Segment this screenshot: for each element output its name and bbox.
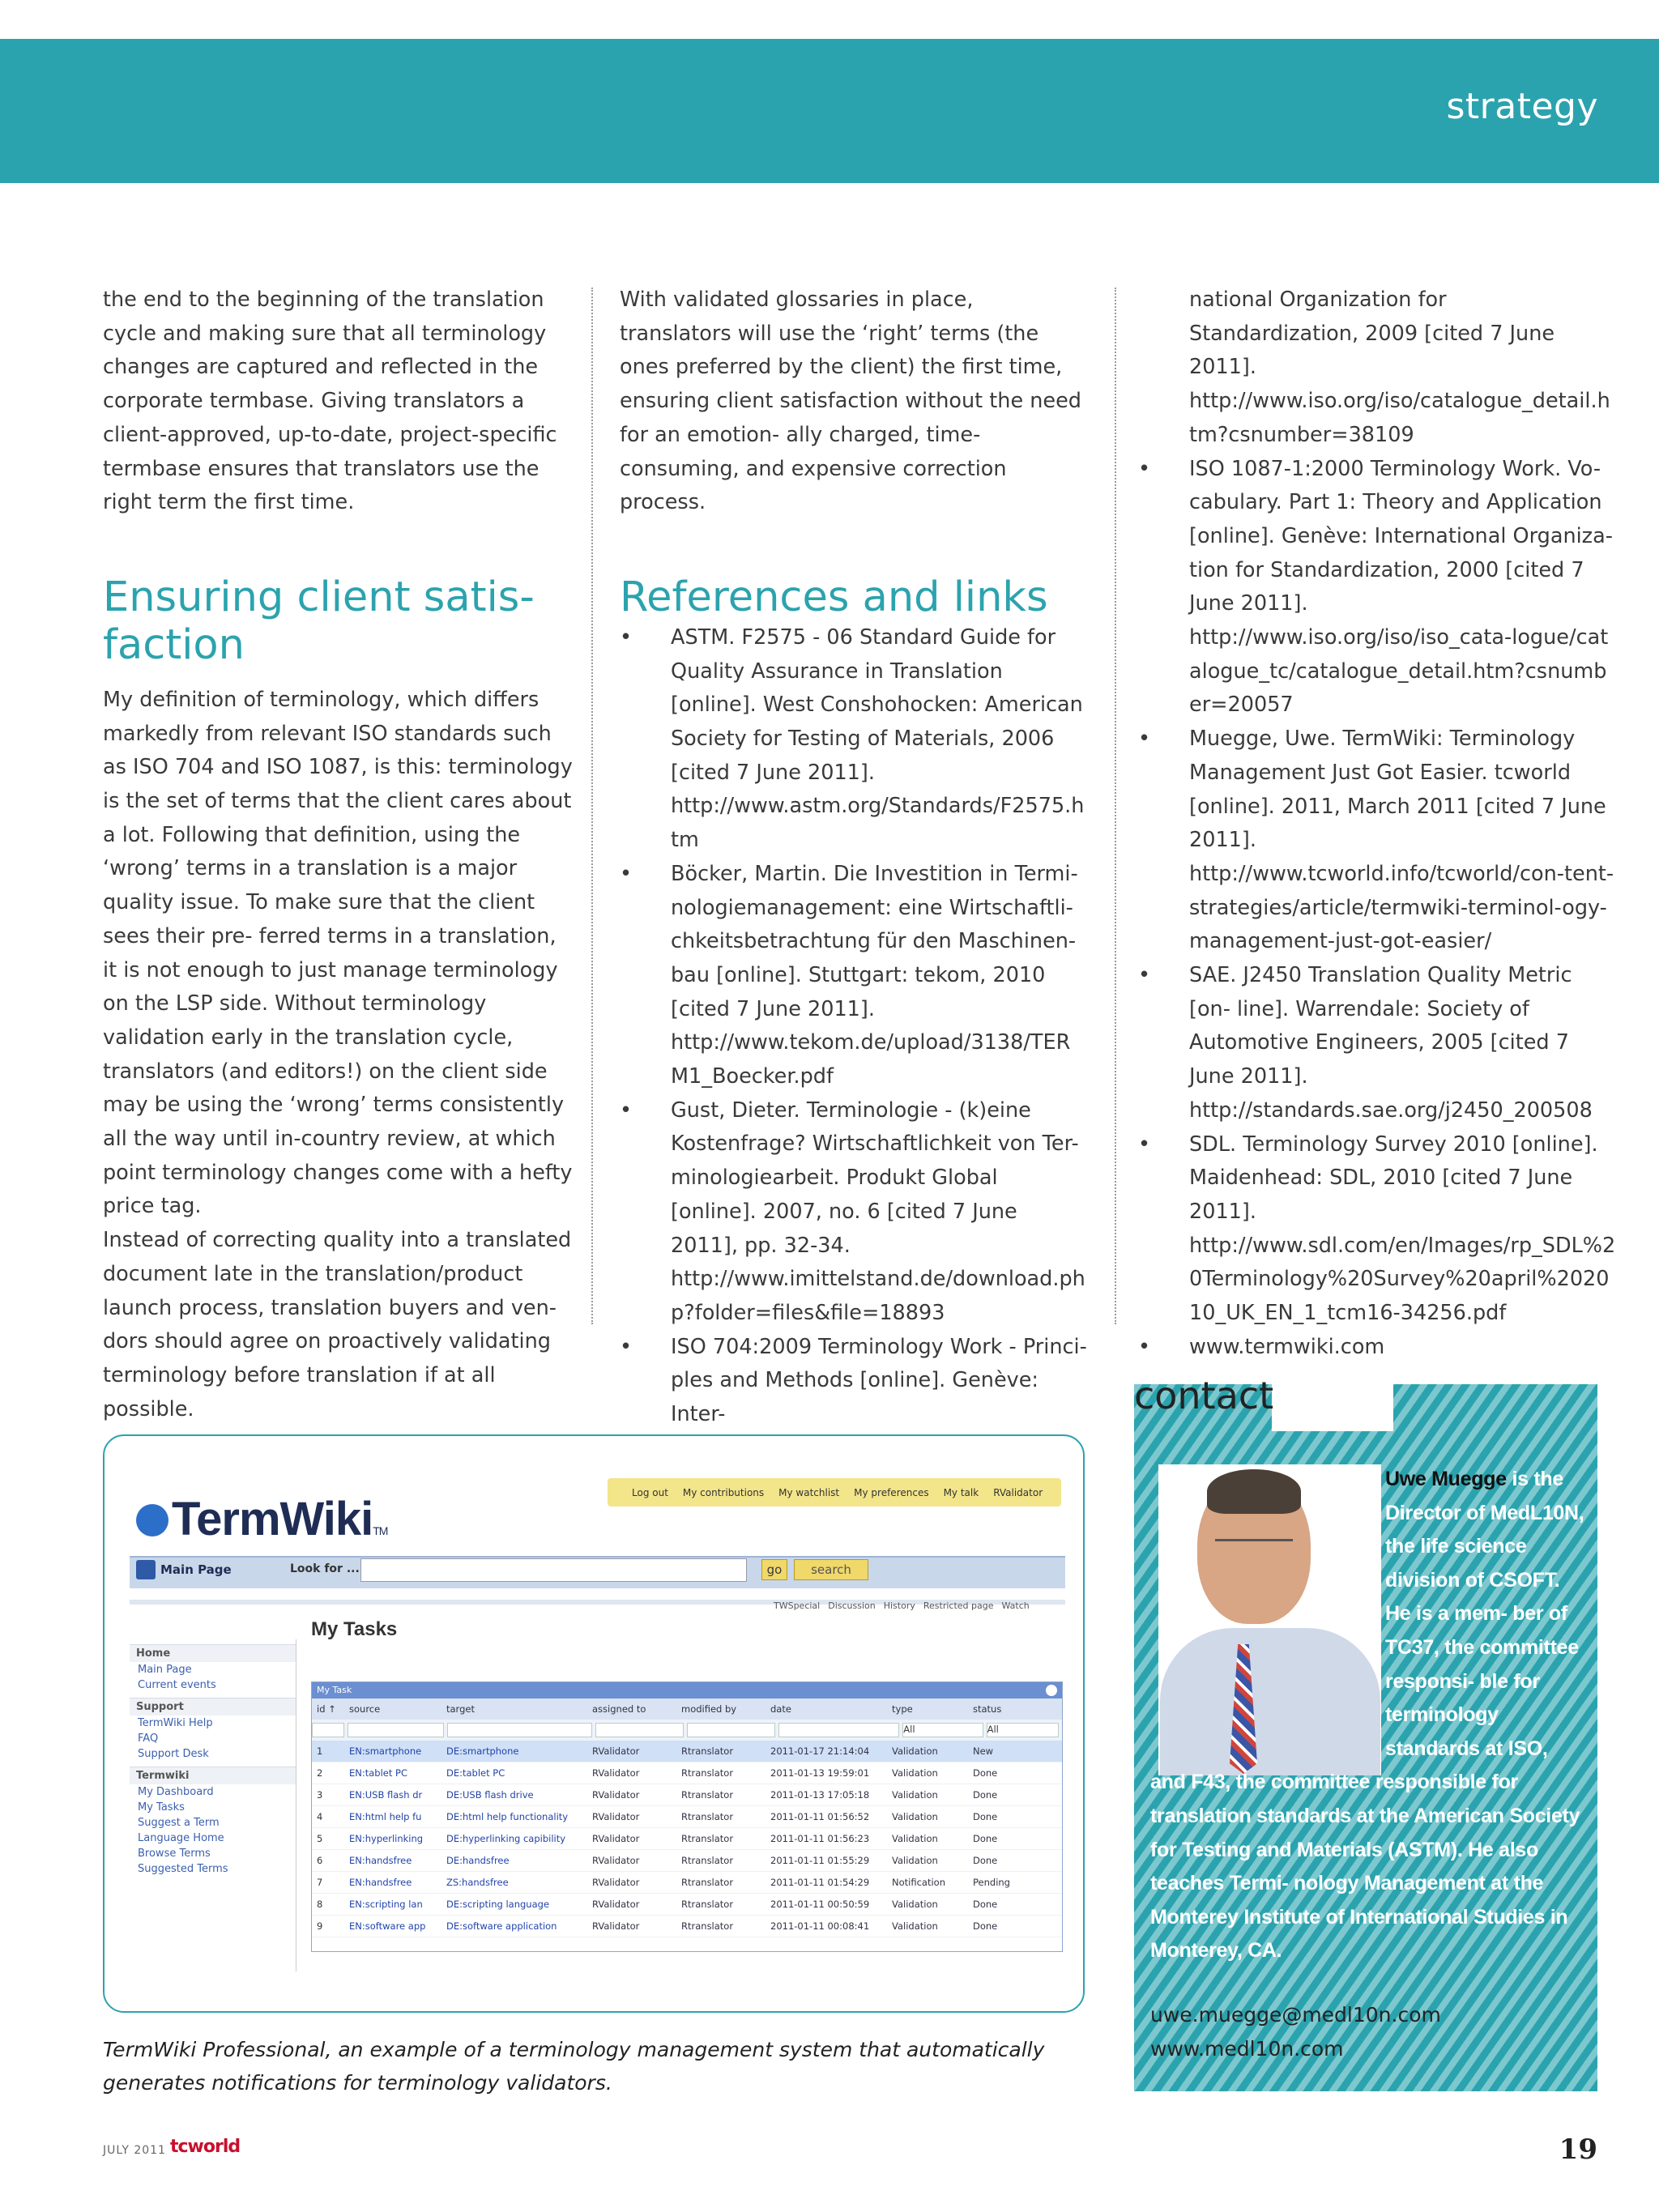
reference-list-2: [1138, 283, 1616, 1365]
my-talk-link[interactable]: My talk: [943, 1486, 979, 1498]
reference-text: national Organization for Standardization, 2009 [cited 7 June 2011].: [1189, 288, 1555, 380]
cell-source[interactable]: EN:html help fu: [349, 1811, 422, 1822]
table-row[interactable]: [312, 1762, 1062, 1784]
search-button[interactable]: search: [794, 1559, 868, 1580]
table-row[interactable]: [312, 1828, 1062, 1850]
cell-id: 3: [317, 1789, 323, 1801]
my-watchlist-link[interactable]: My watchlist: [778, 1486, 840, 1498]
table-row[interactable]: [312, 1916, 1062, 1937]
reference-continuation: [1138, 283, 1616, 453]
filter-assigned-to[interactable]: [595, 1723, 684, 1737]
column-3: [1138, 283, 1616, 1365]
table-row[interactable]: [312, 1894, 1062, 1916]
cell-modified-by: Rtranslator: [681, 1899, 734, 1910]
grid-body: [312, 1741, 1062, 1937]
col2-paragraph-1: With validated glossaries in place, translators will use the ‘right’ terms (the ones preferred by the client) the first time, ensuring client satisfaction without the need for an emotion- ally charged, time-consuming, and expensive correction process.: [620, 288, 1081, 515]
reference-item: [620, 858, 1088, 1094]
sidebar-item-main-page[interactable]: Main Page: [138, 1664, 192, 1676]
column-header-target[interactable]: target: [446, 1703, 475, 1715]
tab-watch[interactable]: Watch: [1001, 1600, 1030, 1611]
contact-heading-backdrop: [1272, 1384, 1393, 1431]
cell-modified-by: Rtranslator: [681, 1811, 734, 1822]
sidebar: [130, 1639, 296, 1971]
go-button[interactable]: go: [761, 1559, 787, 1580]
photo-spacer: [1150, 1463, 1385, 1766]
grid-filter-row: [312, 1720, 1062, 1741]
reference-item: [620, 1331, 1088, 1432]
cell-source[interactable]: EN:handsfree: [349, 1877, 412, 1888]
reference-item: [620, 1094, 1088, 1331]
collapse-icon[interactable]: [1046, 1685, 1057, 1696]
cell-type: Validation: [892, 1833, 938, 1844]
sidebar-item-suggest-term[interactable]: Suggest a Term: [138, 1817, 220, 1829]
filter-status-select[interactable]: All: [987, 1723, 1059, 1737]
termwiki-logo: [136, 1492, 387, 1546]
cell-status: Done: [973, 1833, 998, 1844]
reference-item: [1138, 1331, 1616, 1365]
cell-assigned-to: RValidator: [592, 1833, 640, 1844]
cell-type: Validation: [892, 1789, 938, 1801]
website-link[interactable]: www.medl10n.com: [1150, 2037, 1344, 2061]
reference-text: ISO 704:2009 Terminology Work - Princi- ples and Methods [online]. Genève: Inter-: [671, 1334, 1087, 1427]
page-number: 19: [1559, 2133, 1597, 2166]
column-divider-2: [1115, 288, 1116, 1324]
reference-link[interactable]: http://www.tcworld.info/tcworld/con-tent-strategies/article/termwiki-terminol-ogy-management-just-got-easier/: [1189, 861, 1614, 954]
reference-item: [1138, 1128, 1616, 1331]
reference-text: SAE. J2450 Translation Quality Metric [on- line]. Warrendale: Society of Automotive Engineers, 2005 [cited 7 June 2011].: [1189, 963, 1572, 1089]
reference-list-1: [620, 621, 1088, 1432]
tab-history[interactable]: History: [883, 1600, 915, 1611]
col1-paragraph-2: My definition of terminology, which differs markedly from relevant ISO standards such as ISO 704 and ISO 1087, is this: terminology is the set of terms that the client cares about a lot. Following that definition, using the ‘wrong’ terms in a translation is a major quality issue. To make sure that the client sees their pre- ferred terms in a translation, it is not enough to just manage terminology on the LSP side. Without terminology validation early in the translation cycle, translators (and editors!) on the client side may be using the ‘wrong’ terms consistently all the way until in-country review, at which point terminology changes come with a hefty price tag.: [103, 687, 573, 1219]
column-divider-1: [591, 288, 593, 1324]
column-header-id[interactable]: id ↑: [317, 1703, 336, 1715]
contact-heading: contact: [1134, 1374, 1274, 1417]
cell-status: Done: [973, 1811, 998, 1822]
cell-id: 7: [317, 1877, 323, 1888]
grid-header-row: [312, 1698, 1062, 1720]
cell-type: Validation: [892, 1745, 938, 1757]
cell-source[interactable]: EN:handsfree: [349, 1855, 412, 1866]
sidebar-item-browse-terms[interactable]: Browse Terms: [138, 1848, 211, 1860]
cell-assigned-to: RValidator: [592, 1745, 640, 1757]
cell-id: 1: [317, 1745, 323, 1757]
column-header-date[interactable]: date: [770, 1703, 791, 1715]
reference-link[interactable]: www.termwiki.com: [1189, 1334, 1385, 1359]
bullet-icon: •: [1138, 727, 1151, 752]
cell-assigned-to: RValidator: [592, 1767, 640, 1779]
my-preferences-link[interactable]: My preferences: [854, 1486, 929, 1498]
cell-source[interactable]: EN:tablet PC: [349, 1767, 407, 1779]
cell-assigned-to: RValidator: [592, 1920, 640, 1932]
cell-date: 2011-01-17 21:14:04: [770, 1745, 870, 1757]
logo-trademark: TM: [373, 1524, 388, 1537]
header-band: [0, 39, 1659, 183]
column-header-source[interactable]: source: [349, 1703, 381, 1715]
heading-ensuring-client-satisfaction: Ensuring client satis- faction: [103, 573, 535, 669]
home-icon[interactable]: [136, 1560, 156, 1579]
cell-modified-by: Rtranslator: [681, 1745, 734, 1757]
issue-date: JULY 2011: [103, 2144, 166, 2157]
tab-discussion[interactable]: Discussion: [828, 1600, 876, 1611]
logo-text: TermWiki: [172, 1493, 373, 1545]
filter-source[interactable]: [348, 1723, 444, 1737]
cell-status: New: [973, 1745, 994, 1757]
cell-source[interactable]: EN:scripting lan: [349, 1899, 423, 1910]
reference-item: [620, 621, 1088, 858]
reference-link[interactable]: http://www.iso.org/iso/iso_cata-logue/catalogue_tc/catalogue_detail.htm?csnumber=20057: [1189, 625, 1609, 718]
cell-modified-by: Rtranslator: [681, 1855, 734, 1866]
reference-link[interactable]: http://www.astm.org/Standards/F2575.htm: [671, 794, 1085, 853]
cell-id: 8: [317, 1899, 323, 1910]
column-header-assigned-to[interactable]: assigned to: [592, 1703, 646, 1715]
cell-source[interactable]: EN:smartphone: [349, 1745, 422, 1757]
user-links-bar: [608, 1478, 1061, 1507]
heading-references-and-links: References and links: [620, 573, 1048, 621]
reference-link[interactable]: http://www.imittelstand.de/download.php?folder=files&file=18893: [671, 1267, 1085, 1325]
cell-date: 2011-01-11 00:50:59: [770, 1899, 870, 1910]
sidebar-item-my-dashboard[interactable]: My Dashboard: [138, 1786, 214, 1798]
author-name: Uwe Muegge: [1385, 1468, 1507, 1490]
cell-type: Validation: [892, 1767, 938, 1779]
bullet-icon: •: [1138, 1334, 1151, 1359]
col1-paragraph-3: Instead of correcting quality into a translated document late in the translation/product launch process, translation buyers and ven- dors should agree on proactively validating terminology before translation if at all possible.: [103, 1228, 572, 1421]
bullet-icon: •: [1138, 1132, 1151, 1157]
cell-target[interactable]: DE:scripting language: [446, 1899, 550, 1910]
logout-link[interactable]: Log out: [632, 1486, 668, 1498]
column-header-type[interactable]: type: [892, 1703, 913, 1715]
reference-text: ISO 1087-1:2000 Terminology Work. Vo- cabulary. Part 1: Theory and Application [online]. Genève: International Organiza- tion for Standardization, 2000 [cited 7 June 2011].: [1189, 456, 1613, 616]
reference-text: Böcker, Martin. Die Investition in Termi- nologiemanagement: eine Wirtschaftli- chkeitsbetrachtung für den Maschinen- bau [online]. Stuttgart: tekom, 2010 [cited 7 June 2011].: [671, 861, 1078, 1021]
cell-target[interactable]: DE:USB flash drive: [446, 1789, 534, 1801]
cell-modified-by: Rtranslator: [681, 1833, 734, 1844]
table-row[interactable]: [312, 1872, 1062, 1894]
reference-link[interactable]: http://www.iso.org/iso/catalogue_detail.htm?csnumber=38109: [1189, 389, 1610, 447]
reference-link[interactable]: http://www.tekom.de/upload/3138/TERM1_Boecker.pdf: [671, 1030, 1071, 1089]
page-tabs: [774, 1600, 1030, 1611]
cell-date: 2011-01-11 01:55:29: [770, 1855, 870, 1866]
cell-date: 2011-01-13 19:59:01: [770, 1767, 870, 1779]
cell-assigned-to: RValidator: [592, 1855, 640, 1866]
page-title: My Tasks: [311, 1618, 398, 1640]
cell-type: Validation: [892, 1899, 938, 1910]
figure-caption: TermWiki Professional, an example of a terminology management system that automatically generates notifications for terminology validators.: [103, 2038, 1045, 2095]
cell-type: Notification: [892, 1877, 945, 1888]
column-header-modified-by[interactable]: modified by: [681, 1703, 737, 1715]
look-for-label: Look for ...: [290, 1562, 360, 1575]
reference-item: [1138, 453, 1616, 723]
cell-target[interactable]: DE:hyperlinking capibility: [446, 1833, 566, 1844]
cell-modified-by: Rtranslator: [681, 1789, 734, 1801]
sidebar-header-termwiki: Termwiki: [130, 1767, 296, 1784]
author-bio-text: is the Director of MedL10N, the life science division of CSOFT. He is a mem- ber of TC37, the committee responsi- ble for terminology standards at ISO, and F43, the committee responsible for translation standards at the American Society for Testing and Materials (ASTM). He also teaches Termi- nology Management at the Monterey Institute of International Studies in Monterey, CA.: [1150, 1468, 1584, 1963]
grid-title-bar: [312, 1682, 1062, 1698]
reference-link[interactable]: http://www.sdl.com/en/Images/rp_SDL%20Terminology%20Survey%20april%202010_UK_EN_1_tcm16-34256.pdf: [1189, 1233, 1616, 1326]
sidebar-item-language-home[interactable]: Language Home: [138, 1832, 224, 1844]
cell-assigned-to: RValidator: [592, 1877, 640, 1888]
grid-title: My Task: [317, 1685, 352, 1695]
filter-type-select[interactable]: All: [902, 1723, 983, 1737]
reference-item: [1138, 722, 1616, 959]
cell-type: Validation: [892, 1855, 938, 1866]
cell-type: Validation: [892, 1920, 938, 1932]
user-name-link[interactable]: RValidator: [993, 1486, 1043, 1498]
sidebar-item-suggested-terms[interactable]: Suggested Terms: [138, 1863, 228, 1875]
bullet-icon: •: [620, 1097, 633, 1123]
magazine-logo: tcworld: [170, 2137, 241, 2157]
sidebar-item-faq[interactable]: FAQ: [138, 1733, 159, 1745]
cell-source[interactable]: EN:hyperlinking: [349, 1833, 424, 1844]
email-link[interactable]: uwe.muegge@medl10n.com: [1150, 2003, 1441, 2027]
table-row[interactable]: [312, 1784, 1062, 1806]
cell-id: 2: [317, 1767, 323, 1779]
tab-restricted-page[interactable]: Restricted page: [923, 1600, 994, 1611]
cell-id: 4: [317, 1811, 323, 1822]
cell-date: 2011-01-11 01:54:29: [770, 1877, 870, 1888]
main-page-link[interactable]: Main Page: [160, 1562, 232, 1577]
bullet-icon: •: [1138, 963, 1151, 988]
cell-date: 2011-01-11 00:08:41: [770, 1920, 870, 1932]
cell-date: 2011-01-11 01:56:52: [770, 1811, 870, 1822]
bullet-icon: •: [620, 624, 633, 650]
logo-globe-icon: [136, 1504, 168, 1536]
cell-target[interactable]: ZS:handsfree: [446, 1877, 509, 1888]
sidebar-item-help[interactable]: TermWiki Help: [138, 1717, 213, 1729]
author-bio: [1150, 1463, 1588, 1968]
cell-source[interactable]: EN:software app: [349, 1920, 426, 1932]
cell-assigned-to: RValidator: [592, 1811, 640, 1822]
cell-status: Pending: [973, 1877, 1010, 1888]
cell-source[interactable]: EN:USB flash dr: [349, 1789, 423, 1801]
table-row[interactable]: [312, 1806, 1062, 1828]
my-contributions-link[interactable]: My contributions: [682, 1486, 765, 1498]
cell-assigned-to: RValidator: [592, 1899, 640, 1910]
sidebar-item-my-tasks[interactable]: My Tasks: [138, 1801, 185, 1813]
cell-status: Done: [973, 1920, 998, 1932]
cell-target[interactable]: DE:handsfree: [446, 1855, 510, 1866]
bullet-icon: •: [620, 1334, 633, 1359]
cell-status: Done: [973, 1855, 998, 1866]
column-header-status[interactable]: status: [973, 1703, 1002, 1715]
sidebar-item-support-desk[interactable]: Support Desk: [138, 1748, 209, 1760]
cell-target[interactable]: DE:smartphone: [446, 1745, 519, 1757]
table-row[interactable]: [312, 1850, 1062, 1872]
cell-type: Validation: [892, 1811, 938, 1822]
filter-modified-by[interactable]: [687, 1723, 775, 1737]
reference-text: Muegge, Uwe. TermWiki: Terminology Management Just Got Easier. tcworld [online]. 2011, March 2011 [cited 7 June 2011].: [1189, 727, 1606, 853]
cell-assigned-to: RValidator: [592, 1789, 640, 1801]
cell-status: Done: [973, 1767, 998, 1779]
sidebar-item-current-events[interactable]: Current events: [138, 1679, 216, 1691]
task-grid: [311, 1681, 1063, 1952]
col1-paragraph-1: the end to the beginning of the translation cycle and making sure that all terminology changes are captured and reflected in the corporate termbase. Giving translators a client-approved, up-to-date, project-specific termbase ensures that translators use the right term the first time.: [103, 288, 557, 515]
bullet-icon: •: [1138, 456, 1151, 481]
filter-date[interactable]: [778, 1723, 899, 1737]
section-title: strategy: [1446, 86, 1598, 127]
table-row[interactable]: [312, 1741, 1062, 1762]
cell-modified-by: Rtranslator: [681, 1877, 734, 1888]
cell-id: 9: [317, 1920, 323, 1932]
contact-links: [1150, 1998, 1441, 2066]
search-input[interactable]: [360, 1558, 747, 1582]
reference-text: Gust, Dieter. Terminologie - (k)eine Kostenfrage? Wirtschaftlichkeit von Ter- minologiearbeit. Produkt Global [online]. 2007, no. 6 [cited 7 June 2011], pp. 32-34.: [671, 1097, 1079, 1258]
reference-item: [1138, 959, 1616, 1128]
cell-status: Done: [973, 1899, 998, 1910]
reference-text: SDL. Terminology Survey 2010 [online]. Maidenhead: SDL, 2010 [cited 7 June 2011].: [1189, 1132, 1598, 1224]
cell-modified-by: Rtranslator: [681, 1920, 734, 1932]
tab-twspecial[interactable]: TWSpecial: [774, 1600, 821, 1611]
cell-target[interactable]: DE:software application: [446, 1920, 557, 1932]
cell-target[interactable]: DE:html help functionality: [446, 1811, 569, 1822]
cell-modified-by: Rtranslator: [681, 1767, 734, 1779]
cell-status: Done: [973, 1789, 998, 1801]
cell-date: 2011-01-11 01:56:23: [770, 1833, 870, 1844]
cell-target[interactable]: DE:tablet PC: [446, 1767, 505, 1779]
bullet-icon: •: [620, 861, 633, 886]
column-1: [103, 283, 573, 1426]
cell-date: 2011-01-13 17:05:18: [770, 1789, 870, 1801]
cell-id: 5: [317, 1833, 323, 1844]
filter-target[interactable]: [447, 1723, 592, 1737]
sidebar-header-home: Home: [130, 1644, 296, 1662]
column-2: [620, 283, 1088, 1432]
cell-id: 6: [317, 1855, 323, 1866]
reference-link[interactable]: http://standards.sae.org/j2450_200508: [1189, 1097, 1593, 1123]
reference-text: ASTM. F2575 - 06 Standard Guide for Quality Assurance in Translation [online]. West Conshohocken: American Society for Testing of Materials, 2006 [cited 7 June 2011].: [671, 624, 1083, 785]
filter-id[interactable]: [312, 1723, 344, 1737]
sidebar-header-support: Support: [130, 1698, 296, 1715]
